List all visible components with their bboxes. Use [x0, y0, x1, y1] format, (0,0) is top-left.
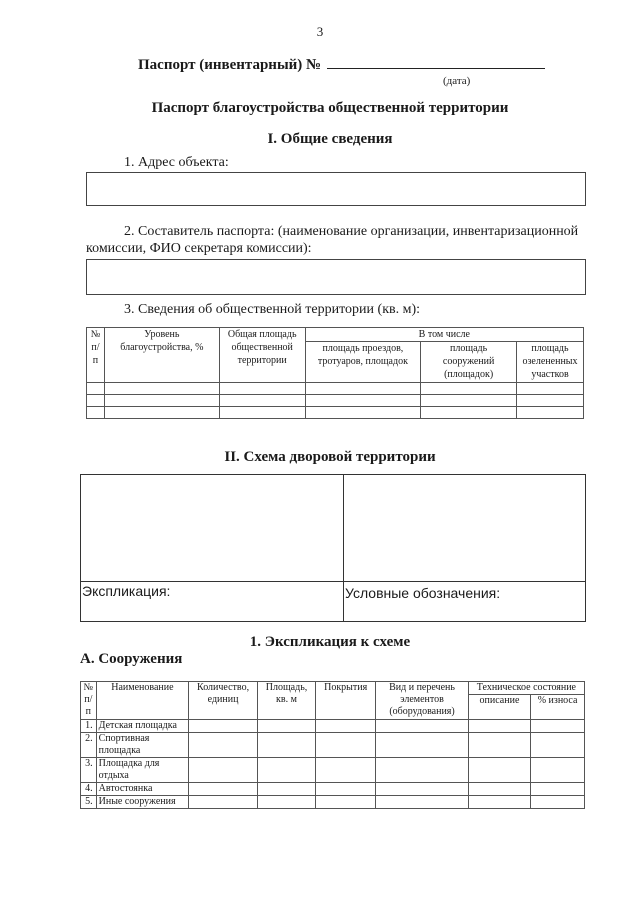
compiler-label-line2: комиссии, ФИО секретаря комиссии): — [86, 241, 312, 256]
col-roads-area: площадь проездов, тротуаров, площадок — [305, 342, 421, 383]
passport-number-line — [138, 54, 545, 74]
compiler-field[interactable] — [86, 259, 586, 295]
page-title: Паспорт благоустройства общественной территории — [151, 100, 509, 116]
row-number: 3. — [81, 758, 97, 783]
col-green-area: площадь озелененных участков — [517, 342, 584, 383]
territory-info-label: 3. Сведения об общественной территории (кв. м): — [124, 302, 421, 317]
scheme-drawing-area[interactable] — [81, 475, 343, 581]
table-row — [81, 733, 585, 758]
col-total-area: Общая площадь общественной территории — [219, 328, 305, 383]
col-structures-area: площадь сооружений (площадок) — [421, 342, 517, 383]
table-row — [87, 407, 584, 419]
page-number: 3 — [316, 24, 324, 39]
col-description: описание — [468, 695, 530, 720]
date-caption: (дата) — [443, 75, 471, 87]
explication-title: 1. Экспликация к схеме — [249, 634, 411, 650]
table-row — [81, 720, 585, 733]
col-improvement-level: Уровень благоустройства, % — [104, 328, 219, 383]
col-number: № п/п — [87, 328, 105, 383]
address-label: 1. Адрес объекта: — [124, 155, 229, 170]
section-general-title: I. Общие сведения — [267, 131, 393, 147]
row-name: Детская площадка — [96, 720, 189, 733]
col-elements: Вид и перечень элементов (оборудования) — [376, 682, 469, 720]
table-row — [87, 395, 584, 407]
col-name: Наименование — [96, 682, 189, 720]
territory-table — [86, 327, 584, 419]
passport-number-label: Паспорт (инвентарный) № — [138, 57, 322, 73]
table-row — [81, 796, 585, 809]
row-name: Спортивная площадка — [96, 733, 189, 758]
table-row — [87, 383, 584, 395]
row-number: 4. — [81, 783, 97, 796]
legend-label: Условные обозначения: — [345, 585, 501, 601]
col-number: № п/п — [81, 682, 97, 720]
col-area: Площадь, кв. м — [257, 682, 315, 720]
scheme-divider-vertical — [343, 475, 344, 621]
structures-subtitle: А. Сооружения — [80, 651, 183, 667]
section-scheme-title: II. Схема дворовой территории — [224, 449, 436, 465]
compiler-label-line1: 2. Составитель паспорта: (наименование организации, инвентаризационной — [124, 224, 579, 239]
structures-table — [80, 681, 585, 809]
col-including: В том числе — [305, 328, 583, 342]
row-name: Иные сооружения — [96, 796, 189, 809]
row-number: 2. — [81, 733, 97, 758]
row-name: Площадка для отдыха — [96, 758, 189, 783]
table-row — [81, 758, 585, 783]
col-tech-state: Техническое состояние — [468, 682, 584, 695]
explication-label: Экспликация: — [82, 583, 171, 599]
col-cover: Покрытия — [316, 682, 376, 720]
scheme-divider-horizontal — [81, 581, 585, 582]
passport-number-field[interactable] — [327, 54, 545, 69]
col-quantity: Количество, единиц — [189, 682, 258, 720]
scheme-frame — [80, 474, 586, 622]
row-number: 1. — [81, 720, 97, 733]
col-wear: % износа — [531, 695, 585, 720]
address-field[interactable] — [86, 172, 586, 206]
row-name: Автостоянка — [96, 783, 189, 796]
table-row — [81, 783, 585, 796]
row-number: 5. — [81, 796, 97, 809]
